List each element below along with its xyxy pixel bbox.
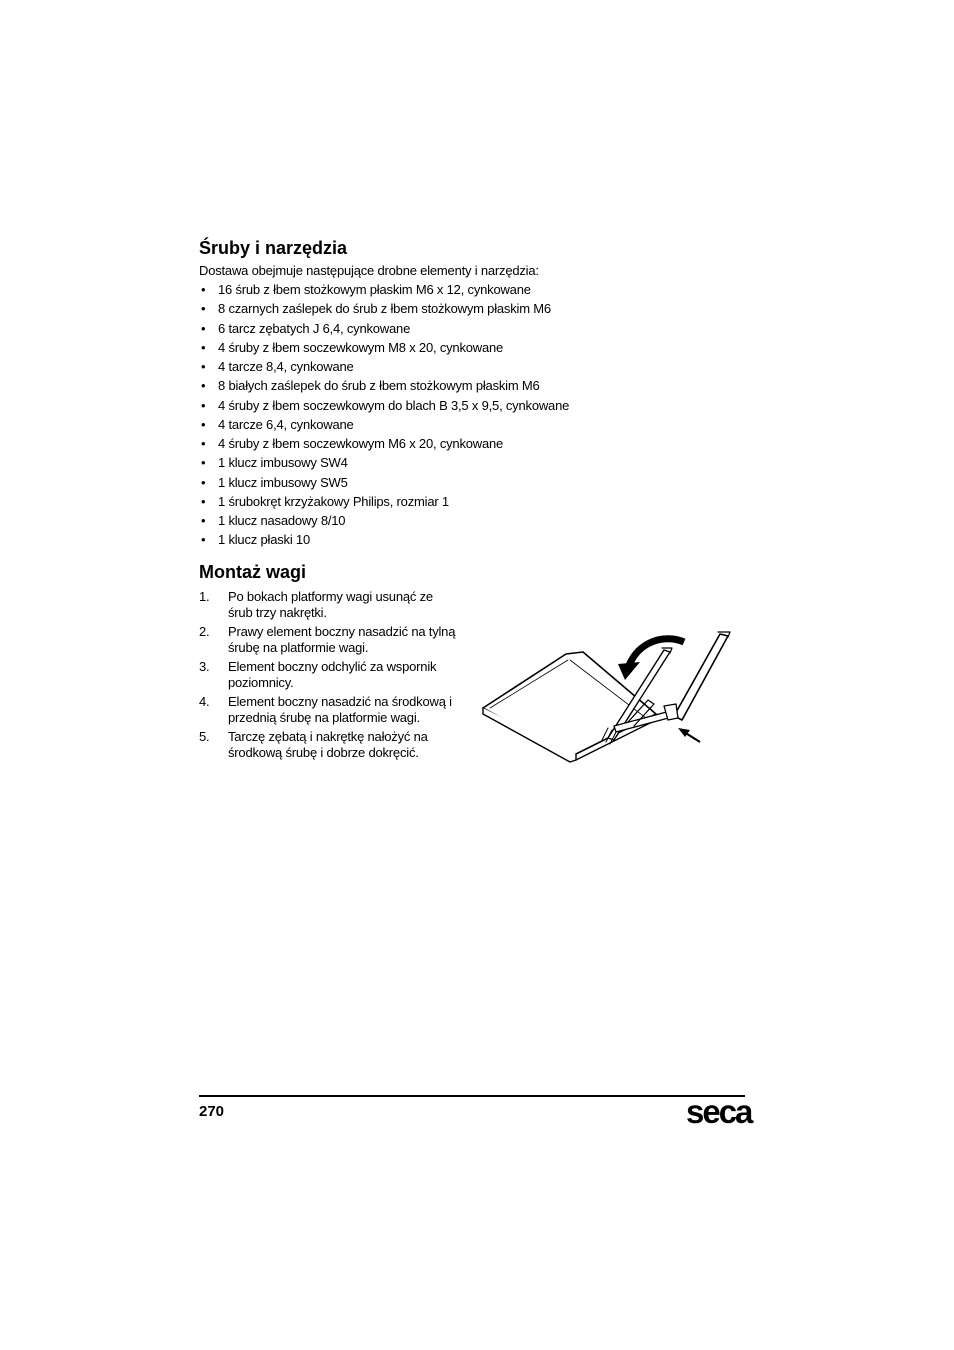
list-item: • 1 klucz płaski 10 <box>199 530 569 549</box>
list-item: • 6 tarcz zębatych J 6,4, cynkowane <box>199 319 569 338</box>
step-item <box>199 729 459 761</box>
section-heading-screws-tools: Śruby i narzędzia <box>199 238 348 258</box>
list-item: • 4 tarcze 8,4, cynkowane <box>199 357 569 376</box>
step-text: Tarczę zębatą i nakrętkę nałożyć na środkową śrubę i dobrze dokręcić. <box>228 729 428 760</box>
list-item: • 1 klucz imbusowy SW4 <box>199 453 569 472</box>
list-item: • 8 białych zaślepek do śrub z łbem stożkowym płaskim M6 <box>199 376 569 395</box>
list-item: • 4 tarcze 6,4, cynkowane <box>199 415 569 434</box>
list-item: • 8 czarnych zaślepek do śrub z łbem stożkowym płaskim M6 <box>199 299 569 318</box>
list-item: • 1 klucz imbusowy SW5 <box>199 473 569 492</box>
step-text: Element boczny odchylić za wspornik poziomnicy. <box>228 659 437 690</box>
assembly-steps <box>199 589 459 764</box>
step-item <box>199 624 459 656</box>
section-heading-assembly: Montaż wagi <box>199 562 306 582</box>
list-item: • 1 śrubokręt krzyżakowy Philips, rozmiar 1 <box>199 492 569 511</box>
page-number: 270 <box>199 1103 225 1120</box>
step-number: 5. <box>199 729 210 744</box>
parts-list <box>199 280 569 550</box>
step-text: Po bokach platformy wagi usunąć ze śrub trzy nakrętki. <box>228 589 433 620</box>
step-number: 4. <box>199 694 210 709</box>
list-item: • 4 śruby z łbem soczewkowym M8 x 20, cynkowane <box>199 338 569 357</box>
step-item <box>199 694 459 726</box>
step-text: Prawy element boczny nasadzić na tylną śrubę na platformie wagi. <box>228 624 456 655</box>
step-number: 3. <box>199 659 210 674</box>
step-text: Element boczny nasadzić na środkową i przednią śrubę na platformie wagi. <box>228 694 452 725</box>
list-item: • 16 śrub z łbem stożkowym płaskim M6 x 12, cynkowane <box>199 280 569 299</box>
list-item: • 1 klucz nasadowy 8/10 <box>199 511 569 530</box>
step-number: 1. <box>199 589 210 604</box>
section-intro: Dostawa obejmuje następujące drobne elementy i narzędzia: <box>199 263 539 278</box>
step-item <box>199 659 459 691</box>
footer-rule <box>199 1095 745 1097</box>
list-item: • 4 śruby z łbem soczewkowym M6 x 20, cynkowane <box>199 434 569 453</box>
step-number: 2. <box>199 624 210 639</box>
list-item: • 4 śruby z łbem soczewkowym do blach B 3,5 x 9,5, cynkowane <box>199 396 569 415</box>
step-item <box>199 589 459 621</box>
brand-logo: seca <box>686 1093 752 1130</box>
scale-assembly-illustration <box>478 626 748 766</box>
